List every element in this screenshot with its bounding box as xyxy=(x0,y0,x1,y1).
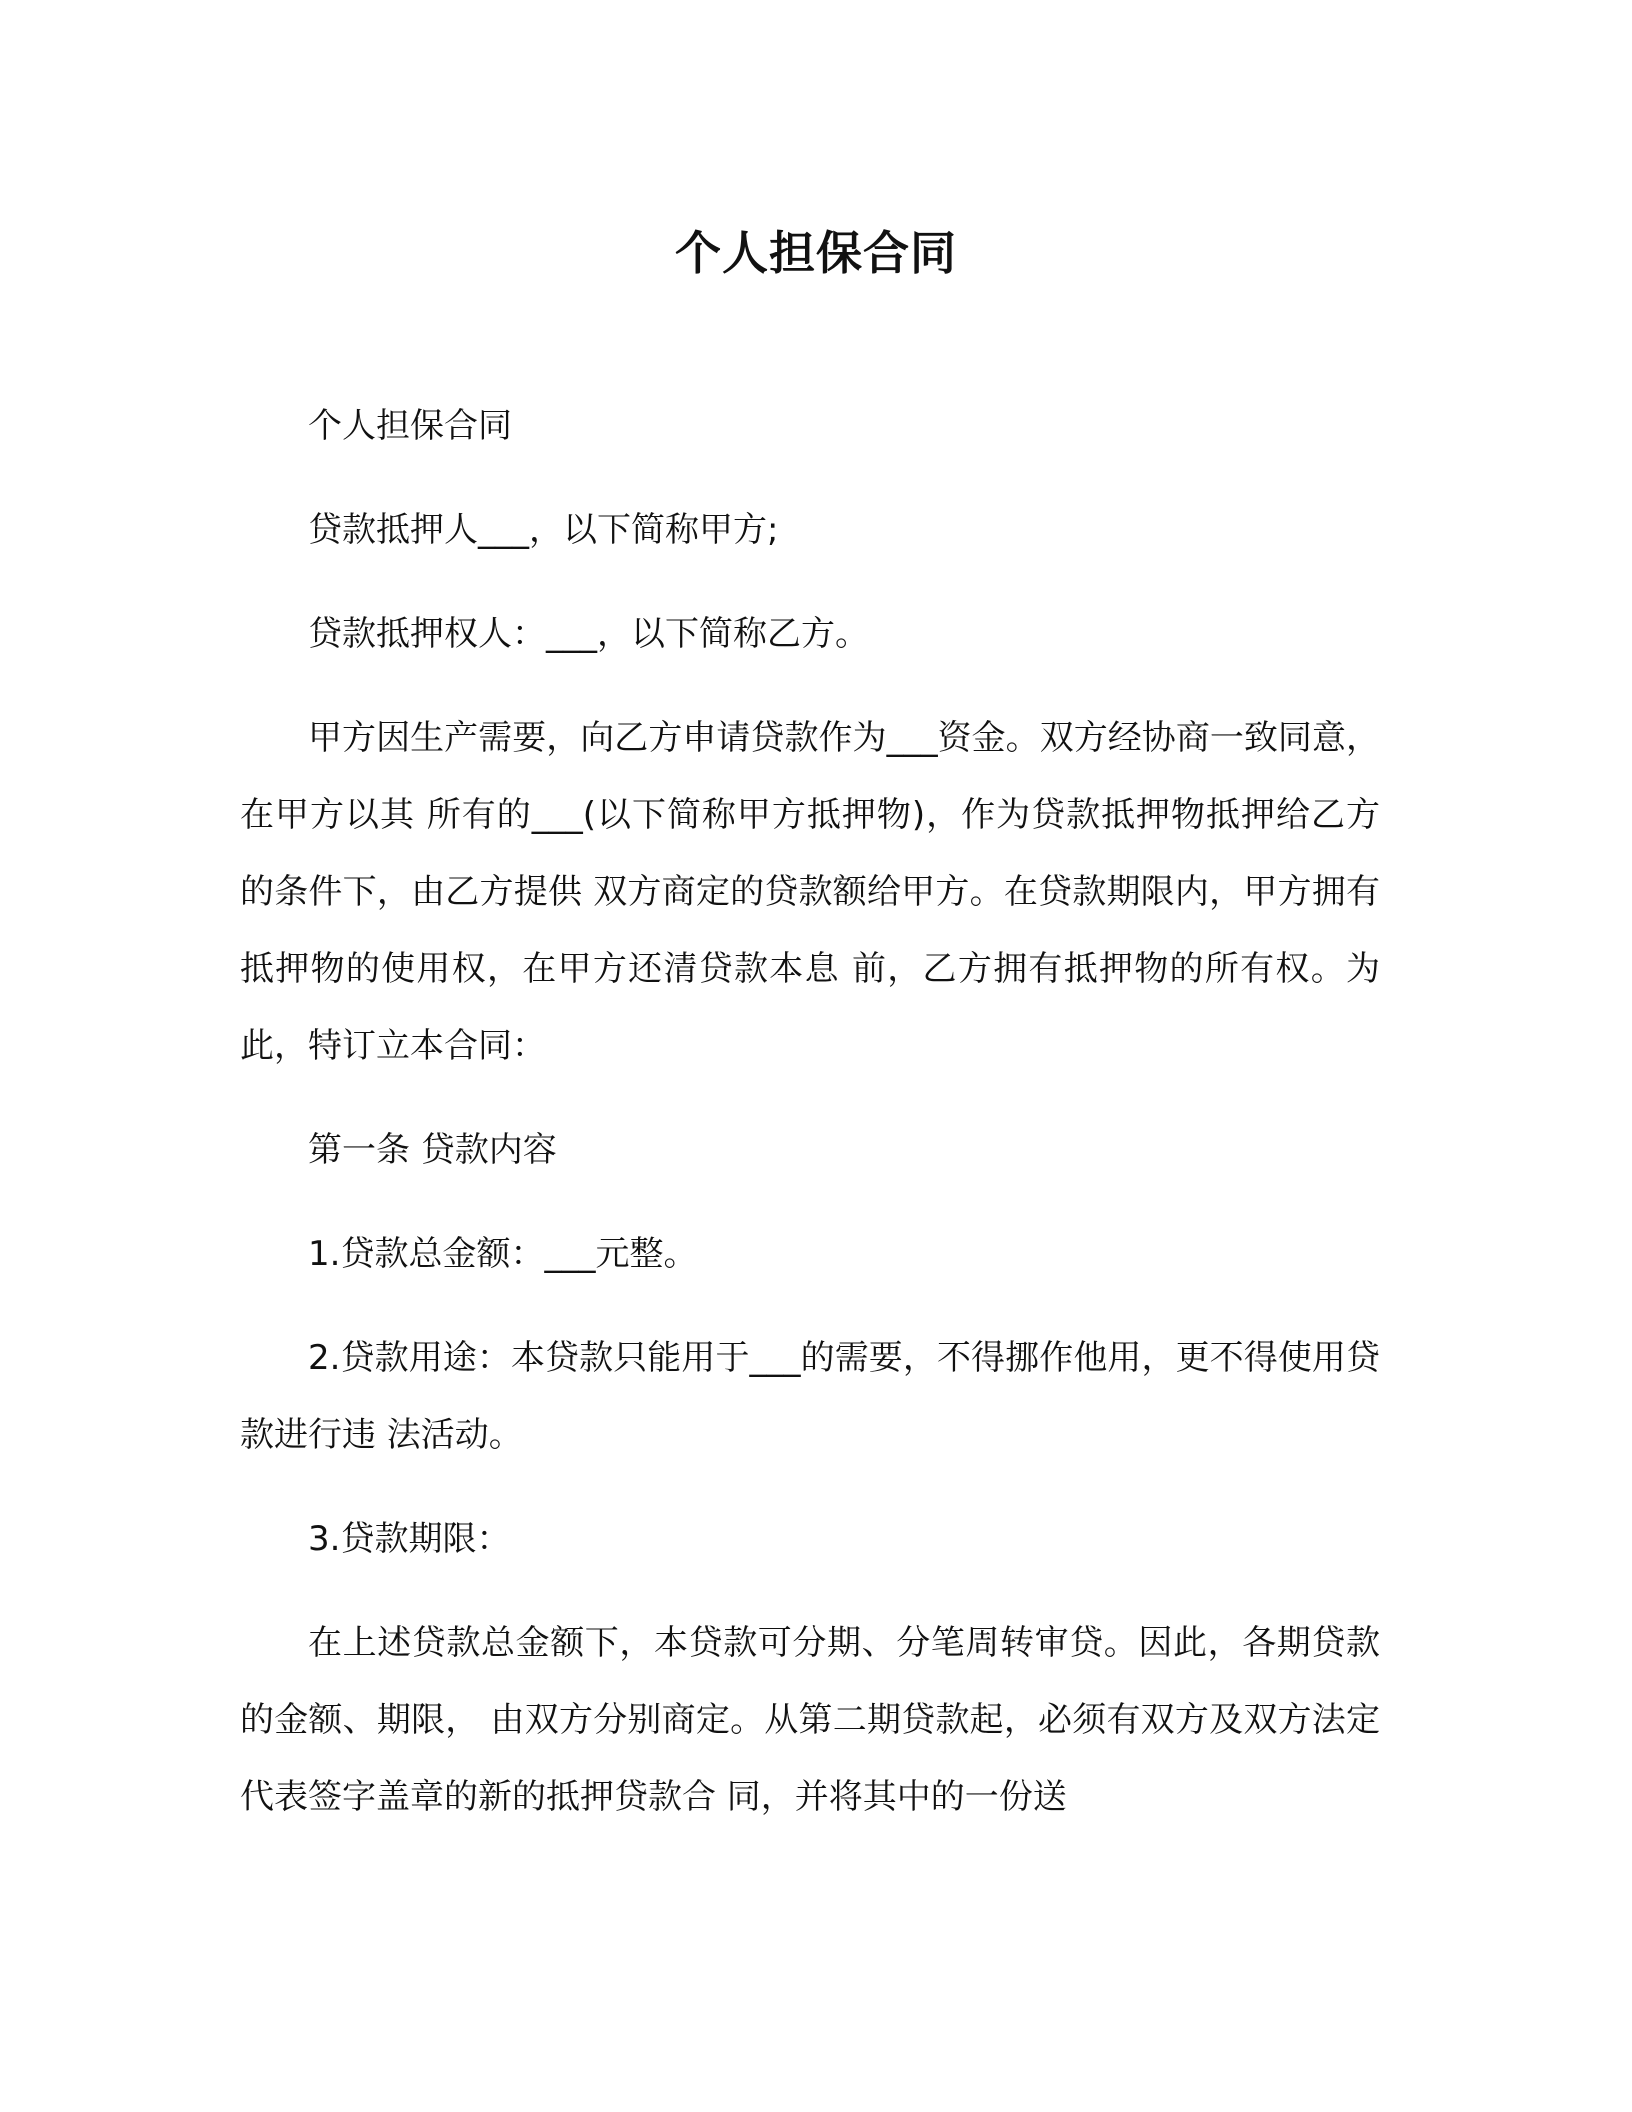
paragraph-party-b: 贷款抵押权人：___，以下简称乙方。 xyxy=(308,614,869,654)
paragraph-party-a: 贷款抵押人___，以下简称甲方; xyxy=(308,510,779,550)
document-body xyxy=(240,388,1380,1863)
paragraph-loan-purpose: 2.贷款用途：本贷款只能用于___的需要，不得挪作他用，更不得使用贷款进行违 法活动。 xyxy=(240,1338,1380,1455)
paragraph-loan-term: 3.贷款期限： xyxy=(308,1519,511,1559)
paragraph-heading: 个人担保合同 xyxy=(308,406,512,446)
document-title: 个人担保合同 xyxy=(675,226,957,280)
paragraph-preamble: 甲方因生产需要，向乙方申请贷款作为___资金。双方经协商一致同意，在甲方以其 所有的___(以下简称甲方抵押物)，作为贷款抵押物抵押给乙方的条件下，由乙方提供 双方商定的贷款额给甲方。在贷款期限内，甲方拥有抵押物的使用权，在甲方还清贷款本息 前，乙方拥有抵押物的所有权。为此，特订立本合同： xyxy=(240,718,1380,1066)
paragraph-article-1: 第一条 贷款内容 xyxy=(308,1130,557,1170)
paragraph-loan-term-detail: 在上述贷款总金额下，本贷款可分期、分笔周转审贷。因此，各期贷款的金额、期限， 由双方分别商定。从第二期贷款起，必须有双方及双方法定代表签字盖章的新的抵押贷款合 同，并将其中的一份送 xyxy=(240,1623,1380,1817)
paragraph-loan-amount: 1.贷款总金额：___元整。 xyxy=(308,1234,698,1274)
